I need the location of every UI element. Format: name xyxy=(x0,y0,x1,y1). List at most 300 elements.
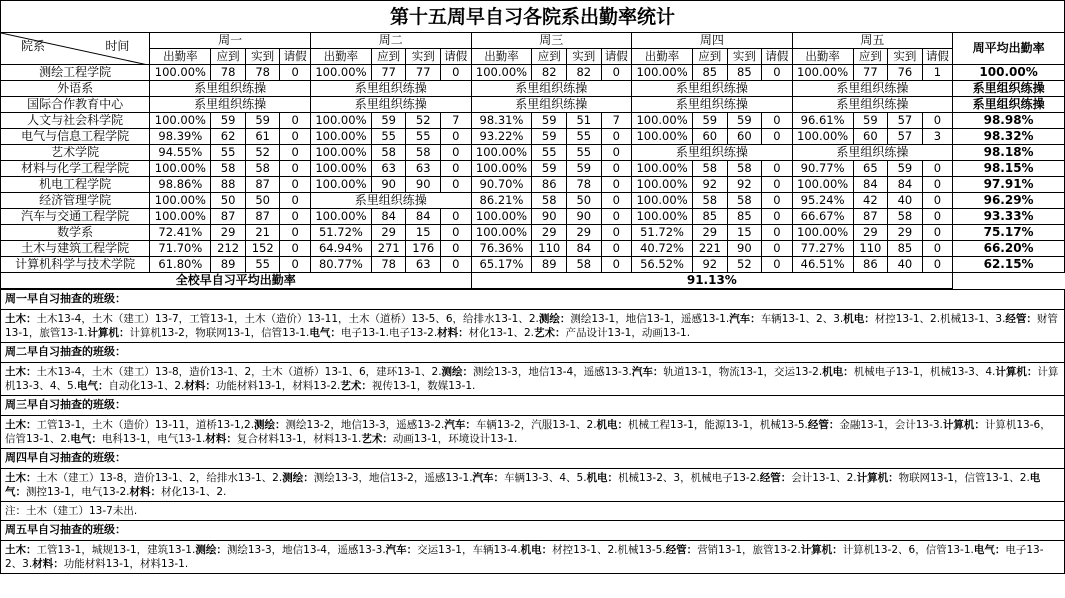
attendance-rate: 95.24% xyxy=(792,193,853,209)
attendance-rate: 100.00% xyxy=(310,129,371,145)
attendance-rate: 90.70% xyxy=(471,177,532,193)
actual-count: 78 xyxy=(245,65,280,81)
check-title-row xyxy=(1,343,1065,363)
header-row-subcols xyxy=(1,49,1065,65)
class-list: 测绘13-2，地信13-3，遥感13-2. xyxy=(285,419,445,431)
organized-drill-cell: 系里组织练操 xyxy=(150,97,311,113)
subcol-header: 应到 xyxy=(693,49,728,65)
leave-count: 0 xyxy=(601,65,632,81)
dept-label: 计算机： xyxy=(856,472,899,484)
check-title-row xyxy=(1,396,1065,416)
class-list: 营销13-1，旅管13-2. xyxy=(697,544,801,556)
leave-count: 0 xyxy=(922,193,953,209)
subcol-header: 实到 xyxy=(245,49,280,65)
subcol-header: 请假 xyxy=(922,49,953,65)
organized-drill-cell: 系里组织练操 xyxy=(310,97,471,113)
week-header-4: 周四 xyxy=(632,33,793,49)
actual-count: 84 xyxy=(567,241,602,257)
expected-count: 58 xyxy=(693,161,728,177)
week-header-2: 周二 xyxy=(310,33,471,49)
actual-count: 87 xyxy=(245,177,280,193)
actual-count: 58 xyxy=(245,161,280,177)
check-title: 周二早自习抽查的班级： xyxy=(1,343,1065,363)
expected-count: 88 xyxy=(211,177,246,193)
check-title: 周五早自习抽查的班级： xyxy=(1,521,1065,541)
actual-count: 15 xyxy=(727,225,762,241)
weekly-average: 98.18% xyxy=(953,145,1065,161)
dept-label: 经管： xyxy=(759,472,792,484)
actual-count: 58 xyxy=(888,209,923,225)
class-list: 视传13-1，数媒13-1. xyxy=(371,380,476,392)
class-list: 测绘13-3，地信13-4，遥感13-3. xyxy=(226,544,386,556)
organized-drill-cell: 系里组织练操 xyxy=(471,81,632,97)
attendance-rate: 100.00% xyxy=(471,225,532,241)
class-list: 会计13-1、2. xyxy=(791,472,857,484)
table-row xyxy=(1,225,1065,241)
check-content xyxy=(1,541,1065,574)
department-name: 数学系 xyxy=(1,225,150,241)
class-list: 土木13-4，土木（建工）13-8，造价13-1、2，土木（道桥）13-1、6，建环13-1、2. xyxy=(36,366,442,378)
actual-count: 58 xyxy=(727,193,762,209)
actual-count: 51 xyxy=(567,113,602,129)
class-list: 电子13-2、3. xyxy=(5,544,1044,570)
actual-count: 60 xyxy=(727,129,762,145)
expected-count: 55 xyxy=(211,145,246,161)
subcol-header: 应到 xyxy=(853,49,888,65)
class-list: 财管13-1，旅管13-1. xyxy=(5,313,1058,339)
expected-count: 29 xyxy=(693,225,728,241)
attendance-rate: 56.52% xyxy=(632,257,693,273)
dept-label: 艺术： xyxy=(340,380,372,392)
attendance-rate: 100.00% xyxy=(471,65,532,81)
attendance-rate: 100.00% xyxy=(310,161,371,177)
attendance-table xyxy=(0,32,1065,289)
actual-count: 84 xyxy=(888,177,923,193)
class-list: 工管13-1，土木（造价）13-11，道桥13-1,2. xyxy=(36,419,255,431)
table-row xyxy=(1,177,1065,193)
expected-count: 55 xyxy=(532,145,567,161)
leave-count: 0 xyxy=(762,209,793,225)
attendance-rate: 46.51% xyxy=(792,257,853,273)
header-row-weeks xyxy=(1,33,1065,49)
dept-label: 测绘： xyxy=(195,544,227,556)
actual-count: 61 xyxy=(245,129,280,145)
expected-count: 110 xyxy=(532,241,567,257)
expected-count: 60 xyxy=(853,129,888,145)
attendance-rate: 100.00% xyxy=(310,209,371,225)
leave-count: 0 xyxy=(762,193,793,209)
organized-drill-cell: 系里组织练操 xyxy=(471,97,632,113)
check-content-row xyxy=(1,541,1065,574)
class-list: 土木13-4，土木（建工）13-7，工管13-1，土木（造价）13-11，土木（道桥）13-5、6，给排水13-1、2. xyxy=(36,313,539,325)
leave-count: 0 xyxy=(762,241,793,257)
dept-label: 材料： xyxy=(32,558,64,570)
expected-count: 78 xyxy=(211,65,246,81)
expected-count: 59 xyxy=(532,129,567,145)
expected-count: 85 xyxy=(693,209,728,225)
actual-count: 85 xyxy=(888,241,923,257)
table-row xyxy=(1,97,1065,113)
note-row xyxy=(1,502,1065,521)
dept-label: 机电： xyxy=(586,472,619,484)
department-name: 人文与社会科学院 xyxy=(1,113,150,129)
class-list: 物联网13-1，信管13-1、2. xyxy=(898,472,1030,484)
attendance-rate: 93.22% xyxy=(471,129,532,145)
leave-count: 0 xyxy=(601,257,632,273)
check-title-row xyxy=(1,521,1065,541)
leave-count: 0 xyxy=(441,177,472,193)
leave-count: 0 xyxy=(762,177,793,193)
table-row xyxy=(1,129,1065,145)
attendance-rate: 100.00% xyxy=(632,177,693,193)
expected-count: 85 xyxy=(693,65,728,81)
class-list: 自动化13-1、2. xyxy=(108,380,185,392)
attendance-rate: 100.00% xyxy=(632,65,693,81)
dept-label: 电气： xyxy=(70,433,102,445)
class-list: 测控13-1，电气13-2. xyxy=(26,486,130,498)
expected-count: 82 xyxy=(532,65,567,81)
expected-count: 59 xyxy=(371,113,406,129)
class-list: 复合材料13-1，材料13-1. xyxy=(236,433,362,445)
attendance-rate: 100.00% xyxy=(310,65,371,81)
dept-label: 电气： xyxy=(5,472,1041,498)
note-text: 注：土木（建工）13-7未出. xyxy=(1,502,1065,521)
class-list: 金融13-1，会计13-3. xyxy=(839,419,943,431)
table-row xyxy=(1,193,1065,209)
leave-count: 0 xyxy=(922,161,953,177)
attendance-rate: 100.00% xyxy=(632,209,693,225)
expected-count: 62 xyxy=(211,129,246,145)
leave-count: 0 xyxy=(601,241,632,257)
subcol-header: 请假 xyxy=(441,49,472,65)
expected-count: 42 xyxy=(853,193,888,209)
attendance-rate: 90.77% xyxy=(792,161,853,177)
department-name: 国际合作教育中心 xyxy=(1,97,150,113)
attendance-rate: 100.00% xyxy=(792,177,853,193)
expected-count: 84 xyxy=(371,209,406,225)
attendance-rate: 51.72% xyxy=(310,225,371,241)
expected-count: 89 xyxy=(532,257,567,273)
leave-count: 0 xyxy=(280,225,311,241)
subcol-header: 出勤率 xyxy=(310,49,371,65)
actual-count: 90 xyxy=(567,209,602,225)
attendance-rate: 40.72% xyxy=(632,241,693,257)
actual-count: 85 xyxy=(727,65,762,81)
leave-count: 0 xyxy=(441,257,472,273)
attendance-rate: 100.00% xyxy=(632,113,693,129)
dept-label: 艺术： xyxy=(361,433,393,445)
dept-label: 机电： xyxy=(596,419,629,431)
expected-count: 90 xyxy=(371,177,406,193)
class-list: 电子13-1.电子13-2. xyxy=(340,327,438,339)
weekly-average: 62.15% xyxy=(953,257,1065,273)
class-list: 交运13-1，车辆13-4. xyxy=(417,544,521,556)
weekly-average: 系里组织练操 xyxy=(953,97,1065,113)
expected-count: 58 xyxy=(532,193,567,209)
page-title: 第十五周早自习各院系出勤率统计 xyxy=(0,0,1065,32)
leave-count: 0 xyxy=(762,113,793,129)
attendance-rate: 86.21% xyxy=(471,193,532,209)
expected-count: 89 xyxy=(211,257,246,273)
class-list: 计算机13-3、4、5. xyxy=(5,366,1059,392)
actual-count: 85 xyxy=(727,209,762,225)
expected-count: 29 xyxy=(853,225,888,241)
expected-count: 29 xyxy=(211,225,246,241)
check-content xyxy=(1,416,1065,449)
expected-count: 221 xyxy=(693,241,728,257)
dept-label: 汽车： xyxy=(631,366,664,378)
table-row xyxy=(1,209,1065,225)
check-content-row xyxy=(1,310,1065,343)
actual-count: 15 xyxy=(406,225,441,241)
leave-count: 0 xyxy=(441,145,472,161)
dept-label: 机电： xyxy=(822,366,854,378)
class-list: 机械电子13-1，机械13-3、4. xyxy=(853,366,996,378)
dept-label: 土木： xyxy=(5,544,37,556)
weekly-average: 97.91% xyxy=(953,177,1065,193)
check-content-row xyxy=(1,469,1065,502)
attendance-rate: 100.00% xyxy=(310,177,371,193)
weekly-average: 66.20% xyxy=(953,241,1065,257)
subcol-header: 出勤率 xyxy=(150,49,211,65)
expected-count: 29 xyxy=(371,225,406,241)
actual-count: 82 xyxy=(567,65,602,81)
actual-count: 63 xyxy=(406,161,441,177)
department-name: 汽车与交通工程学院 xyxy=(1,209,150,225)
attendance-rate: 100.00% xyxy=(150,161,211,177)
subcol-header: 应到 xyxy=(211,49,246,65)
dept-label: 艺术： xyxy=(534,327,566,339)
actual-count: 29 xyxy=(567,225,602,241)
actual-count: 40 xyxy=(888,257,923,273)
expected-count: 59 xyxy=(211,113,246,129)
table-row xyxy=(1,113,1065,129)
subcol-header: 出勤率 xyxy=(632,49,693,65)
leave-count: 0 xyxy=(762,257,793,273)
attendance-rate: 100.00% xyxy=(471,209,532,225)
table-row xyxy=(1,81,1065,97)
leave-count: 0 xyxy=(601,129,632,145)
actual-count: 59 xyxy=(727,113,762,129)
leave-count: 0 xyxy=(280,161,311,177)
actual-count: 92 xyxy=(727,177,762,193)
expected-count: 84 xyxy=(853,177,888,193)
weekly-average: 系里组织练操 xyxy=(953,81,1065,97)
dept-label: 土木： xyxy=(5,366,37,378)
dept-label: 土木： xyxy=(5,472,37,484)
subcol-header: 实到 xyxy=(406,49,441,65)
attendance-rate: 64.94% xyxy=(310,241,371,257)
total-label: 全校早自习平均出勤率 xyxy=(1,273,472,289)
organized-drill-cell: 系里组织练操 xyxy=(310,81,471,97)
subcol-header: 请假 xyxy=(601,49,632,65)
expected-count: 92 xyxy=(693,177,728,193)
class-list: 材化13-1、2. xyxy=(468,327,535,339)
dept-label: 经管： xyxy=(807,419,840,431)
actual-count: 84 xyxy=(406,209,441,225)
attendance-rate: 100.00% xyxy=(792,129,853,145)
department-name: 艺术学院 xyxy=(1,145,150,161)
class-list: 测绘13-3，地信13-2，遥感13-1. xyxy=(313,472,473,484)
leave-count: 7 xyxy=(601,113,632,129)
expected-count: 110 xyxy=(853,241,888,257)
actual-count: 29 xyxy=(888,225,923,241)
attendance-rate: 51.72% xyxy=(632,225,693,241)
organized-drill-cell: 系里组织练操 xyxy=(792,145,953,161)
leave-count: 0 xyxy=(441,225,472,241)
expected-count: 90 xyxy=(532,209,567,225)
class-list: 机械工程13-1，能源13-1，机械13-5. xyxy=(628,419,808,431)
attendance-rate: 76.36% xyxy=(471,241,532,257)
actual-count: 58 xyxy=(406,145,441,161)
expected-count: 59 xyxy=(853,113,888,129)
dept-label: 机电： xyxy=(520,544,553,556)
check-title: 周四早自习抽查的班级： xyxy=(1,449,1065,469)
expected-count: 50 xyxy=(211,193,246,209)
actual-count: 59 xyxy=(567,161,602,177)
actual-count: 59 xyxy=(245,113,280,129)
class-list: 车辆13-1、2、3. xyxy=(760,313,844,325)
attendance-rate: 100.00% xyxy=(150,113,211,129)
actual-count: 55 xyxy=(245,257,280,273)
leave-count: 0 xyxy=(280,177,311,193)
leave-count: 0 xyxy=(280,257,311,273)
attendance-rate: 66.67% xyxy=(792,209,853,225)
class-list: 功能材料13-1，材料13-2. xyxy=(215,380,341,392)
attendance-rate: 100.00% xyxy=(310,145,371,161)
dept-label: 土木： xyxy=(5,313,37,325)
expected-count: 65 xyxy=(853,161,888,177)
actual-count: 40 xyxy=(888,193,923,209)
leave-count: 0 xyxy=(601,225,632,241)
attendance-rate: 61.80% xyxy=(150,257,211,273)
leave-count: 0 xyxy=(441,65,472,81)
dept-label: 测绘： xyxy=(538,313,571,325)
department-name: 外语系 xyxy=(1,81,150,97)
check-content xyxy=(1,469,1065,502)
expected-count: 59 xyxy=(532,161,567,177)
weekly-average: 75.17% xyxy=(953,225,1065,241)
attendance-rate: 96.61% xyxy=(792,113,853,129)
leave-count: 0 xyxy=(280,209,311,225)
leave-count: 1 xyxy=(922,65,953,81)
dept-label: 计算机： xyxy=(800,544,843,556)
leave-count: 0 xyxy=(922,113,953,129)
actual-count: 87 xyxy=(245,209,280,225)
organized-drill-cell: 系里组织练操 xyxy=(632,81,793,97)
weekly-average: 98.15% xyxy=(953,161,1065,177)
dept-label: 土木： xyxy=(5,419,37,431)
class-list: 计算机13-6，信管13-1、2. xyxy=(5,419,1051,445)
expected-count: 87 xyxy=(211,209,246,225)
leave-count: 0 xyxy=(922,257,953,273)
actual-count: 52 xyxy=(406,113,441,129)
table-row xyxy=(1,161,1065,177)
leave-count: 0 xyxy=(280,145,311,161)
attendance-rate: 100.00% xyxy=(792,225,853,241)
actual-count: 50 xyxy=(567,193,602,209)
subcol-header: 应到 xyxy=(532,49,567,65)
subcol-header: 出勤率 xyxy=(792,49,853,65)
subcol-header: 实到 xyxy=(888,49,923,65)
expected-count: 60 xyxy=(693,129,728,145)
dept-label: 汽车： xyxy=(729,313,761,325)
check-title: 周一早自习抽查的班级： xyxy=(1,290,1065,310)
weekly-average: 98.98% xyxy=(953,113,1065,129)
check-title-row xyxy=(1,290,1065,310)
leave-count: 0 xyxy=(441,241,472,257)
leave-count: 0 xyxy=(601,193,632,209)
dept-label: 材料： xyxy=(437,327,469,339)
leave-count: 0 xyxy=(922,177,953,193)
class-list: 测绘13-1，地信13-1，遥感13-1. xyxy=(570,313,730,325)
dept-label: 汽车： xyxy=(385,544,418,556)
attendance-rate: 65.17% xyxy=(471,257,532,273)
class-list: 测绘13-3，地信13-4，遥感13-3. xyxy=(473,366,632,378)
weekly-average: 100.00% xyxy=(953,65,1065,81)
attendance-rate: 98.31% xyxy=(471,113,532,129)
leave-count: 0 xyxy=(762,129,793,145)
dept-label: 材料： xyxy=(184,380,216,392)
dept-label: 测绘： xyxy=(441,366,474,378)
department-name: 机电工程学院 xyxy=(1,177,150,193)
actual-count: 76 xyxy=(888,65,923,81)
attendance-rate: 100.00% xyxy=(632,161,693,177)
subcol-header: 实到 xyxy=(567,49,602,65)
attendance-rate: 100.00% xyxy=(150,209,211,225)
dept-label: 测绘： xyxy=(282,472,314,484)
expected-count: 58 xyxy=(371,145,406,161)
class-list: 计算机13-2、6，信管13-1. xyxy=(842,544,974,556)
subcol-header: 出勤率 xyxy=(471,49,532,65)
class-list: 车辆13-3、4、5. xyxy=(504,472,587,484)
leave-count: 0 xyxy=(280,113,311,129)
actual-count: 77 xyxy=(406,65,441,81)
actual-count: 57 xyxy=(888,129,923,145)
attendance-rate: 100.00% xyxy=(792,65,853,81)
expected-count: 29 xyxy=(532,225,567,241)
class-list: 工管13-1，城规13-1，建筑13-1. xyxy=(36,544,196,556)
dept-label: 测绘： xyxy=(254,419,286,431)
expected-count: 58 xyxy=(211,161,246,177)
attendance-rate: 71.70% xyxy=(150,241,211,257)
dept-label: 计算机： xyxy=(87,327,130,339)
avg-header: 周平均出勤率 xyxy=(953,33,1065,65)
attendance-rate: 100.00% xyxy=(471,145,532,161)
expected-count: 86 xyxy=(532,177,567,193)
expected-count: 78 xyxy=(371,257,406,273)
class-list: 车辆13-2，汽服13-1、2. xyxy=(475,419,597,431)
class-list: 材控13-1、2.机械13-5. xyxy=(552,544,666,556)
actual-count: 58 xyxy=(727,161,762,177)
dept-label: 电气： xyxy=(309,327,341,339)
dept-label: 计算机： xyxy=(942,419,985,431)
actual-count: 55 xyxy=(567,145,602,161)
actual-count: 58 xyxy=(567,257,602,273)
table-row xyxy=(1,241,1065,257)
leave-count: 0 xyxy=(441,209,472,225)
leave-count: 0 xyxy=(601,145,632,161)
table-row xyxy=(1,257,1065,273)
actual-count: 63 xyxy=(406,257,441,273)
dept-label: 经管： xyxy=(665,544,698,556)
organized-drill-cell: 系里组织练操 xyxy=(792,97,953,113)
table-row xyxy=(1,145,1065,161)
attendance-rate: 98.86% xyxy=(150,177,211,193)
attendance-rate: 100.00% xyxy=(471,161,532,177)
expected-count: 63 xyxy=(371,161,406,177)
department-name: 电气与信息工程学院 xyxy=(1,129,150,145)
